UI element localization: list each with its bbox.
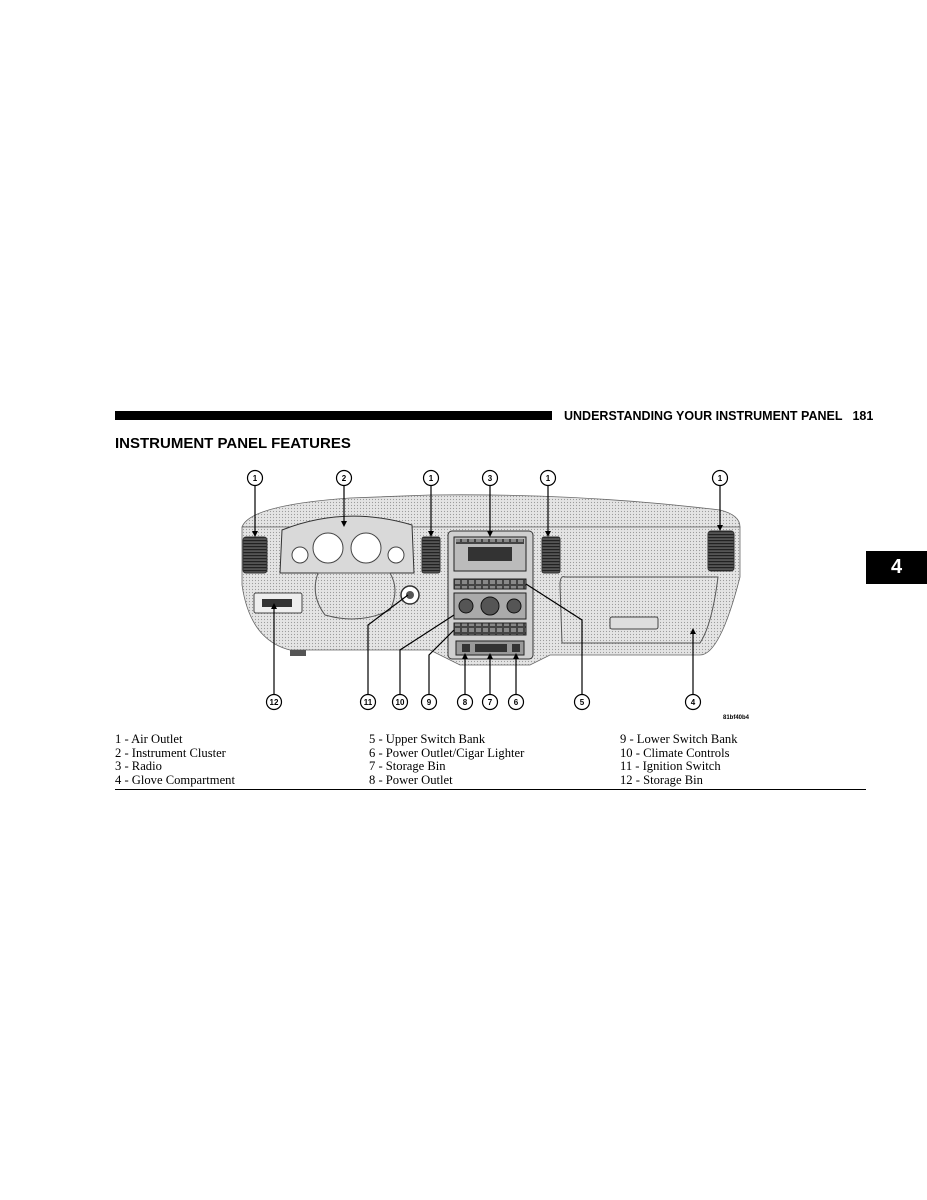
legend-item: 11 - Ignition Switch [620,759,721,774]
header-bar [115,411,552,420]
svg-text:11: 11 [363,698,373,707]
callout-12-storage-bin [267,695,282,710]
callout-7-storage-bin [483,695,498,710]
svg-text:8: 8 [462,698,468,707]
legend-item: 2 - Instrument Cluster [115,745,226,760]
legend-item: 4 - Glove Compartment [115,772,235,787]
svg-text:2: 2 [341,474,347,483]
svg-text:6: 6 [513,698,519,707]
callout-9-lower-switch [422,695,437,710]
svg-text:7: 7 [487,698,493,707]
svg-text:10: 10 [395,698,405,707]
svg-text:1: 1 [717,474,723,483]
legend-column-1 [115,733,235,787]
callout-4-glove-box [686,695,701,710]
legend-item: 3 - Radio [115,759,162,774]
legend-item: 10 - Climate Controls [620,745,730,760]
legend-column-2 [369,733,524,787]
callout-1-left-vent [248,471,263,486]
svg-text:3: 3 [487,474,493,483]
callout-1-right-vent [713,471,728,486]
legend-item: 9 - Lower Switch Bank [620,732,738,746]
svg-text:12: 12 [269,698,279,707]
callout-2-cluster [337,471,352,486]
callouts-top [248,471,728,486]
bottom-rule [115,789,866,790]
callouts-bottom [267,695,701,710]
running-header [564,409,873,423]
svg-text:5: 5 [579,698,585,707]
legend-item: 6 - Power Outlet/Cigar Lighter [369,745,525,760]
instrument-panel-illustration [230,465,760,725]
legend-column-3 [620,733,738,787]
legend-item: 12 - Storage Bin [620,772,703,787]
callout-5-upper-switch [575,695,590,710]
page-number: 181 [852,409,874,423]
figure-id: 81bf40b4 [723,715,750,721]
svg-text:1: 1 [252,474,258,483]
callout-1-center-right-vent [541,471,556,486]
chapter-tab: 4 [866,551,927,584]
callout-10-climate [393,695,408,710]
svg-text:1: 1 [428,474,434,483]
legend-item: 5 - Upper Switch Bank [369,732,486,746]
section-title: INSTRUMENT PANEL FEATURES [115,435,351,452]
svg-text:1: 1 [545,474,551,483]
instrument-panel-figure [230,465,760,725]
header-title: UNDERSTANDING YOUR INSTRUMENT PANEL [564,409,843,423]
svg-text:9: 9 [426,698,432,707]
legend-item: 8 - Power Outlet [369,772,453,787]
svg-text:4: 4 [690,698,696,707]
callout-8-power-outlet [458,695,473,710]
callout-6-cigar-lighter [509,695,524,710]
legend-item: 1 - Air Outlet [115,732,183,746]
callout-1-center-left-vent [424,471,439,486]
callout-11-ignition [361,695,376,710]
callout-3-radio [483,471,498,486]
legend-item: 7 - Storage Bin [369,759,446,774]
